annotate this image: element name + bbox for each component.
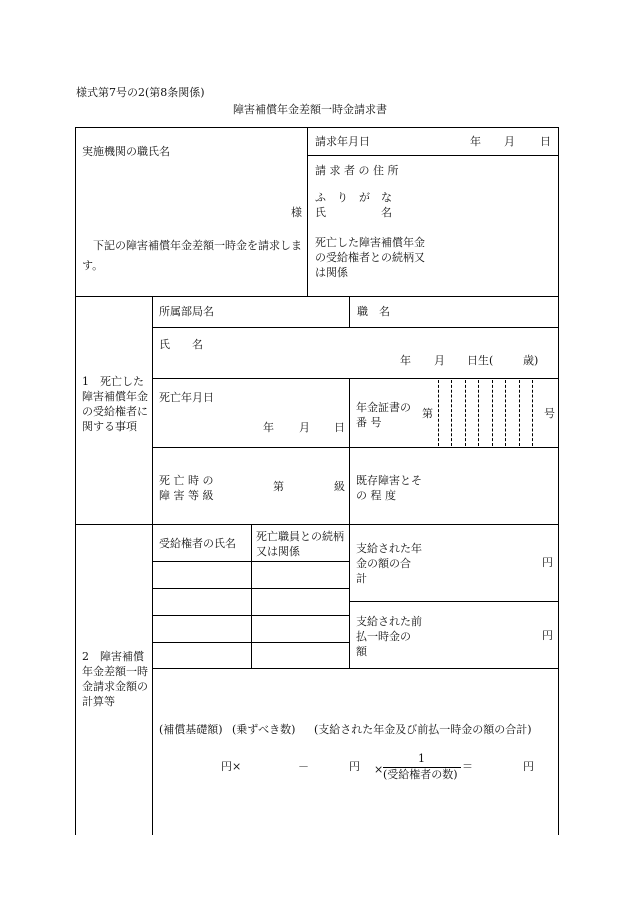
cert-label: 年金証書の 番 号 xyxy=(356,401,411,429)
request-text: 下記の障害補償年金差額一時金を請求します。 xyxy=(82,239,302,272)
age-suffix: 歳) xyxy=(523,354,539,367)
grade-kyu: 級 xyxy=(334,480,345,493)
disability-label: 死 亡 時 の障 害 等 級 xyxy=(159,474,214,502)
birth-day: 日生( xyxy=(467,354,494,367)
agency-label: 実施機関の職氏名 xyxy=(82,145,170,158)
claimant-name-label: 氏 名 xyxy=(315,206,392,219)
formula-equals: ＝ xyxy=(462,760,473,773)
request-date-day: 日 xyxy=(540,135,551,148)
request-date-label: 請求年月日 xyxy=(315,135,370,148)
formula-minus: － xyxy=(298,760,309,773)
formula-sum-label: (支給された年金及び前払一時金の額の合計) xyxy=(314,723,532,736)
birth-year: 年 xyxy=(400,354,411,367)
cert-dai: 第 xyxy=(422,407,433,420)
prepaid-label: 支給された前払一時金の 額 xyxy=(356,615,433,658)
formula-yen3: 円 xyxy=(523,760,534,773)
birth-month: 月 xyxy=(434,354,445,367)
paid-total-label: 支給された年金の額の合 計 xyxy=(356,542,433,585)
section2-label: 2 障害補償年金差額一時金請求金額の計算等 xyxy=(82,650,148,708)
formula-numerator: 1 xyxy=(418,752,425,765)
relation-label: 死亡した障害補償年金の受給権者との続柄又は関係 xyxy=(315,236,425,279)
cert-go: 号 xyxy=(544,407,555,420)
col-relation: 死亡職員との続柄又は関係 xyxy=(256,530,344,558)
formula-yen-times: 円× xyxy=(221,760,242,773)
furigana-label: ふ り が な xyxy=(315,191,392,204)
death-day: 日 xyxy=(334,421,345,434)
death-month: 月 xyxy=(299,421,310,434)
request-date-month: 月 xyxy=(504,135,515,148)
deceased-name-label: 氏 名 xyxy=(159,338,203,351)
prepaid-yen: 円 xyxy=(542,629,553,642)
section1-label: 1 死亡した障害補償年金の受給権者に関する事項 xyxy=(82,375,148,433)
col-beneficiary-name: 受給権者の氏名 xyxy=(159,537,236,550)
formula-times: × xyxy=(374,763,384,776)
death-date-label: 死亡年月日 xyxy=(159,391,214,404)
job-label: 職 名 xyxy=(357,305,390,318)
death-year: 年 xyxy=(263,421,274,434)
form-number: 様式第7号の2(第8条関係) xyxy=(76,86,205,99)
dept-label: 所属部局名 xyxy=(159,305,214,318)
formula-base-label: (補償基礎額) xyxy=(159,723,223,736)
grade-dai: 第 xyxy=(273,480,284,493)
form-title: 障害補償年金差額一時金請求書 xyxy=(233,103,387,116)
sama-label: 様 xyxy=(291,206,302,219)
formula-multiplier-label: (乗ずべき数) xyxy=(232,723,296,736)
existing-disability-label: 既存障害とそ の 程 度 xyxy=(356,474,422,502)
address-label: 請 求 者 の 住 所 xyxy=(315,164,399,177)
formula-denominator: (受給権者の数) xyxy=(383,768,458,781)
request-date-year: 年 xyxy=(470,135,481,148)
formula-yen2: 円 xyxy=(349,760,360,773)
paid-total-yen: 円 xyxy=(542,556,553,569)
